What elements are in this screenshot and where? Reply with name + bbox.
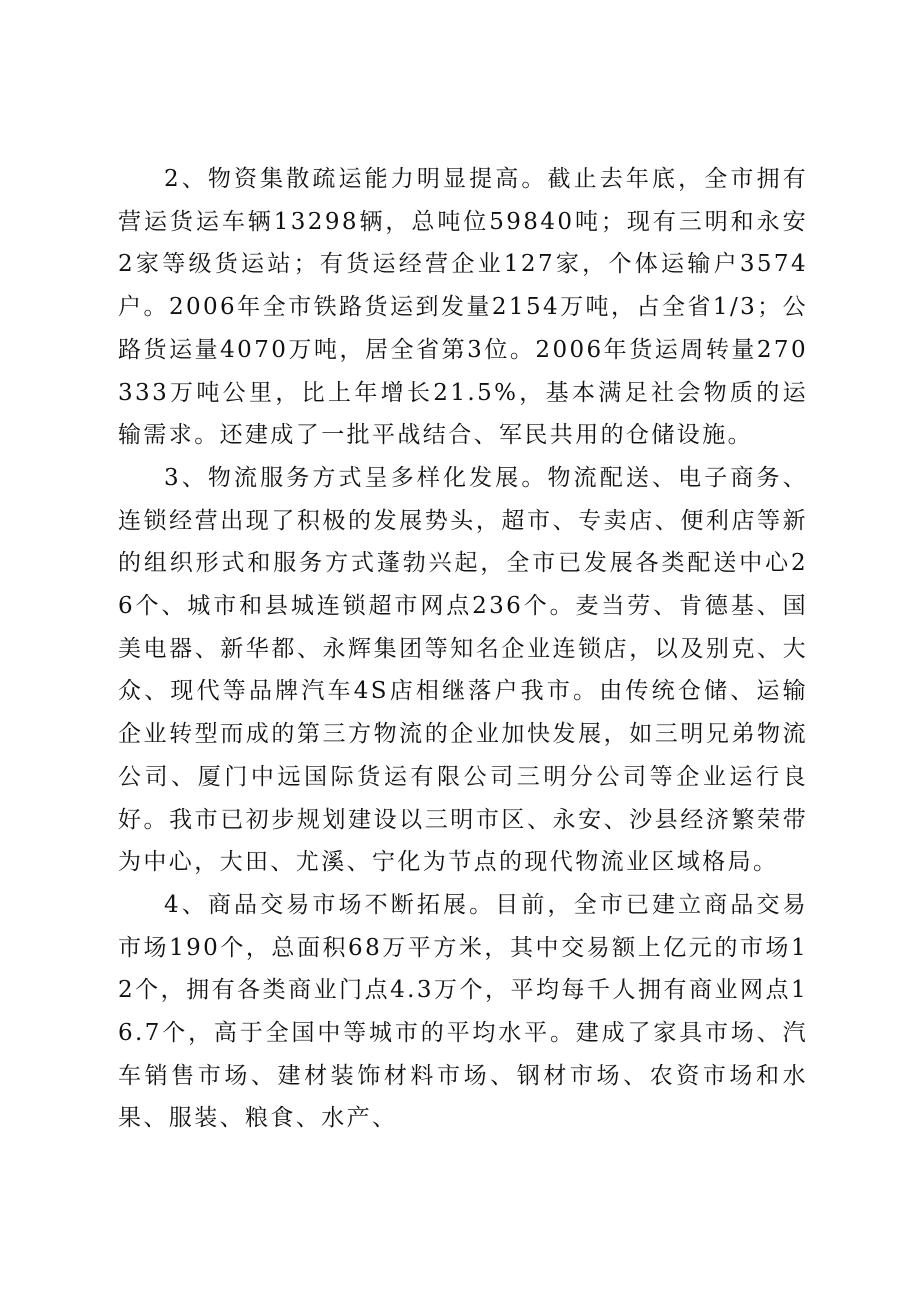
paragraph-commodity-markets: 4、商品交易市场不断拓展。目前，全市已建立商品交易市场190个，总面积68万平方米，其中交易额上亿元的市场12个，拥有各类商业门点4.3万个，平均每千人拥有商业网点16.7个，高于全国中等城市的平均水平。建成了家具市场、汽车销售市场、建材装饰材料市场、钢材市场、农资市场和水果、服装、粮食、水产、 — [118, 891, 808, 1132]
paragraph-logistics-services: 3、物流服务方式呈多样化发展。物流配送、电子商务、连锁经营出现了积极的发展势头，超市、专卖店、便利店等新的组织形式和服务方式蓬勃兴起，全市已发展各类配送中心26个、城市和县城连锁超市网点236个。麦当劳、肯德基、国美电器、新华都、永辉集团等知名企业连锁店，以及别克、大众、现代等品牌汽车4S店相继落户我市。由传统仓储、运输企业转型而成的第三方物流的企业加快发展，如三明兄弟物流公司、厦门中远国际货运有限公司三明分公司等企业运行良好。我市已初步规划建设以三明市区、永安、沙县经济繁荣带为中心，大田、尤溪、宁化为节点的现代物流业区域格局。 — [118, 464, 808, 876]
document-body — [118, 158, 808, 1140]
paragraph-freight-capacity: 2、物资集散疏运能力明显提高。截止去年底，全市拥有营运货运车辆13298辆，总吨位59840吨；现有三明和永安2家等级货运站；有货运经营企业127家，个体运输户3574户。2006年全市铁路货运到发量2154万吨，占全省1/3；公路货运量4070万吨，居全省第3位。2006年货运周转量270333万吨公里，比上年增长21.5%，基本满足社会物质的运输需求。还建成了一批平战结合、军民共用的仓储设施。 — [118, 166, 808, 449]
